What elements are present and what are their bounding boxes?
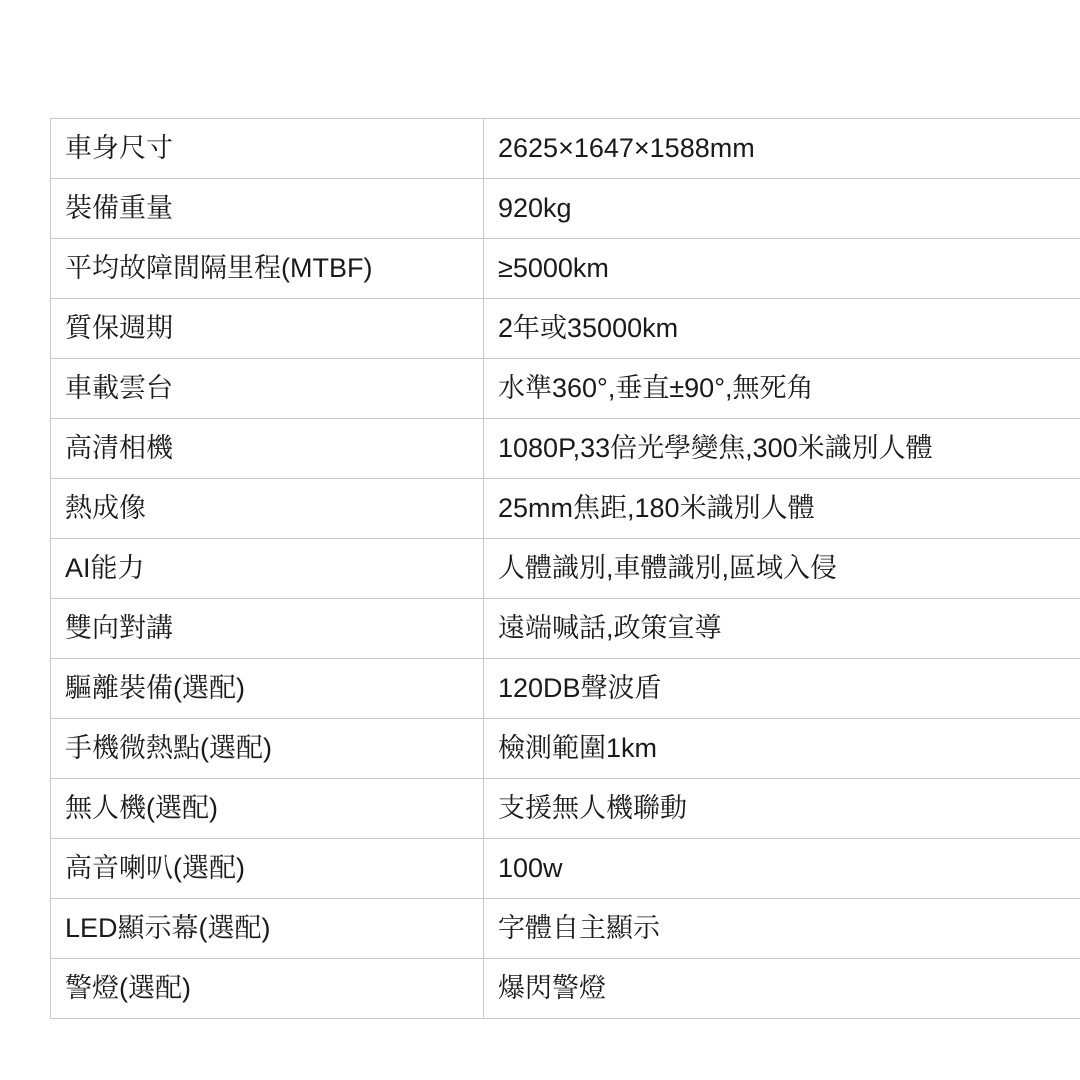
- specification-table-container: [50, 118, 1030, 1019]
- table-row: [51, 119, 1080, 179]
- spec-value: 25mm焦距,180米識別人體: [484, 479, 1080, 539]
- spec-label: 高清相機: [51, 419, 484, 479]
- table-row: [51, 419, 1080, 479]
- spec-label: 車載雲台: [51, 359, 484, 419]
- spec-value: 爆閃警燈: [484, 959, 1080, 1019]
- spec-value: ≥5000km: [484, 239, 1080, 299]
- spec-label: 質保週期: [51, 299, 484, 359]
- specification-table: [50, 118, 1080, 1019]
- spec-value: 字體自主顯示: [484, 899, 1080, 959]
- spec-value: 人體識別,車體識別,區域入侵: [484, 539, 1080, 599]
- table-row: [51, 539, 1080, 599]
- table-row: [51, 899, 1080, 959]
- spec-value: 120DB聲波盾: [484, 659, 1080, 719]
- spec-label: 雙向對講: [51, 599, 484, 659]
- table-row: [51, 659, 1080, 719]
- spec-value: 1080P,33倍光學變焦,300米識別人體: [484, 419, 1080, 479]
- spec-label: 裝備重量: [51, 179, 484, 239]
- table-row: [51, 239, 1080, 299]
- spec-label: 熱成像: [51, 479, 484, 539]
- spec-label: 平均故障間隔里程(MTBF): [51, 239, 484, 299]
- table-row: [51, 959, 1080, 1019]
- spec-value: 水準360°,垂直±90°,無死角: [484, 359, 1080, 419]
- table-body: [51, 119, 1080, 1019]
- spec-label: 手機微熱點(選配): [51, 719, 484, 779]
- spec-label: 無人機(選配): [51, 779, 484, 839]
- spec-value: 920kg: [484, 179, 1080, 239]
- spec-value: 檢測範圍1km: [484, 719, 1080, 779]
- table-row: [51, 599, 1080, 659]
- spec-label: LED顯示幕(選配): [51, 899, 484, 959]
- table-row: [51, 839, 1080, 899]
- spec-value: 2年或35000km: [484, 299, 1080, 359]
- spec-label: 驅離裝備(選配): [51, 659, 484, 719]
- spec-value: 支援無人機聯動: [484, 779, 1080, 839]
- spec-label: 警燈(選配): [51, 959, 484, 1019]
- table-row: [51, 779, 1080, 839]
- spec-value: 100w: [484, 839, 1080, 899]
- spec-label: AI能力: [51, 539, 484, 599]
- table-row: [51, 479, 1080, 539]
- table-row: [51, 179, 1080, 239]
- table-row: [51, 719, 1080, 779]
- spec-value: 2625×1647×1588mm: [484, 119, 1080, 179]
- table-row: [51, 359, 1080, 419]
- spec-label: 高音喇叭(選配): [51, 839, 484, 899]
- table-row: [51, 299, 1080, 359]
- spec-value: 遠端喊話,政策宣導: [484, 599, 1080, 659]
- spec-label: 車身尺寸: [51, 119, 484, 179]
